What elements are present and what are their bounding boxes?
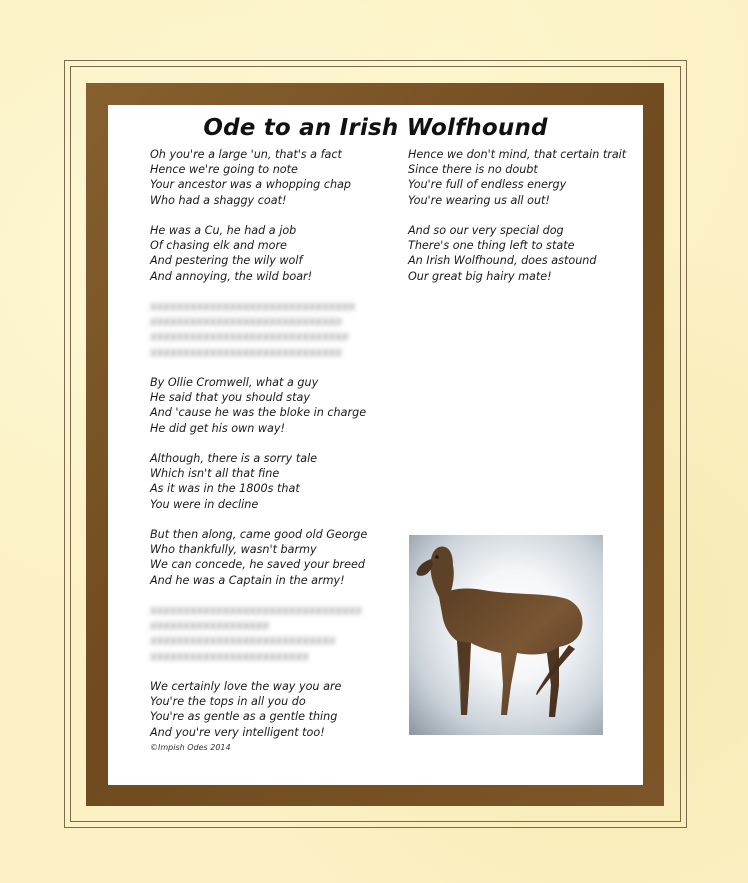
- poem-line: Which isn't all that fine: [150, 467, 280, 481]
- poem-stanza: [150, 375, 390, 436]
- poem-line: You're the tops in all you do: [150, 695, 306, 709]
- poem-line: An Irish Wolfhound, does astound: [408, 254, 597, 268]
- poem-line: And annoying, the wild boar!: [150, 269, 313, 283]
- poem-line: There's one thing left to state: [408, 239, 575, 253]
- poem-title: Ode to an Irish Wolfhound: [203, 115, 548, 141]
- poem-stanza: [408, 147, 633, 208]
- poem-line: You're as gentle as a gentle thing: [150, 710, 338, 724]
- poem-line: You're full of endless energy: [408, 178, 567, 192]
- poem-line: xxxxxxxxxxxxxxxxxxxxxxxxxxxxxx: [150, 330, 349, 344]
- poem-line: Although, there is a sorry tale: [150, 452, 318, 465]
- poem-line: xxxxxxxxxxxxxxxxxxxxxxxx: [150, 649, 309, 663]
- left-column: [150, 147, 390, 755]
- poem-line: And pestering the wily wolf: [150, 254, 303, 268]
- poem-line: Of chasing elk and more: [150, 239, 287, 253]
- poem-stanza: [150, 451, 390, 512]
- poem-line: xxxxxxxxxxxxxxxxxx: [150, 619, 270, 633]
- poem-line: He was a Cu, he had a job: [150, 224, 297, 237]
- poem-line: Your ancestor was a whopping chap: [150, 178, 352, 192]
- poem-line: Who had a shaggy coat!: [150, 193, 287, 207]
- poem-line: As it was in the 1800s that: [150, 482, 300, 496]
- poem-line: And so our very special dog: [408, 224, 564, 237]
- poem-line: Since there is no doubt: [408, 163, 538, 177]
- poem-line: Hence we're going to note: [150, 163, 298, 177]
- poem-line: We can concede, he saved your breed: [150, 558, 366, 572]
- poem-stanza: [150, 527, 390, 588]
- poem-line: xxxxxxxxxxxxxxxxxxxxxxxxxxxxxxx: [150, 300, 356, 313]
- poem-stanza: [150, 223, 390, 284]
- poem-stanza: [150, 679, 390, 740]
- poem-line: You were in decline: [150, 497, 259, 511]
- poem-line: We certainly love the way you are: [150, 680, 342, 693]
- poem-line: xxxxxxxxxxxxxxxxxxxxxxxxxxxxxxxx: [150, 604, 362, 617]
- wolfhound-illustration: [409, 535, 603, 735]
- poem-line: xxxxxxxxxxxxxxxxxxxxxxxxxxxxx: [150, 315, 343, 329]
- poem-line: Our great big hairy mate!: [408, 269, 552, 283]
- poem-line: xxxxxxxxxxxxxxxxxxxxxxxxxxxx: [150, 634, 336, 648]
- poem-line: Who thankfully, wasn't barmy: [150, 543, 317, 557]
- right-column: [408, 147, 633, 299]
- poem-line: And you're very intelligent too!: [150, 725, 325, 739]
- irish-wolfhound-photo: [409, 535, 603, 735]
- poem-line: By Ollie Cromwell, what a guy: [150, 376, 319, 389]
- poem-stanza: [150, 147, 390, 208]
- copyright-notice: ©Impish Odes 2014: [150, 743, 231, 752]
- poem-line: He did get his own way!: [150, 421, 285, 435]
- poem-line: Oh you're a large 'un, that's a fact: [150, 148, 342, 161]
- poem-line: He said that you should stay: [150, 391, 311, 405]
- poem-line: xxxxxxxxxxxxxxxxxxxxxxxxxxxxx: [150, 345, 343, 359]
- poem-line: And he was a Captain in the army!: [150, 573, 345, 587]
- poem-paper: [108, 105, 643, 785]
- poem-stanza: [408, 223, 633, 284]
- poem-line: You're wearing us all out!: [408, 193, 550, 207]
- poem-line: But then along, came good old George: [150, 528, 368, 541]
- poem-line: Hence we don't mind, that certain trait: [408, 148, 627, 161]
- blurred-stanza: [150, 603, 390, 664]
- poem-line: And 'cause he was the bloke in charge: [150, 406, 367, 420]
- blurred-stanza: [150, 299, 390, 360]
